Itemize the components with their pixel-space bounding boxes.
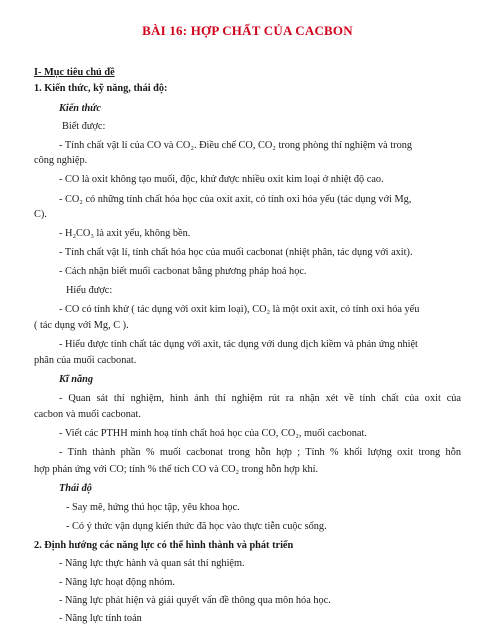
skills-item-3: - Tính thành phần % muối cacbonat trong hỗn hợp ; Tính % khối lượng oxit trong hỗn [59,447,461,459]
subsection-heading-knowledge-skills-attitude: 1. Kiến thức, kỹ năng, thái độ: [34,83,168,95]
attitude-item-2: - Có ý thức vận dụng kiến thức đã học vào thực tiễn cuộc sống. [66,521,327,533]
knowledge-item-6: - Cách nhận biết muối cacbonat bằng phương pháp hoá học. [59,266,307,278]
knowledge-item-2: - CO là oxit không tạo muối, độc, khử được nhiều oxit kim loại ở nhiệt độ cao. [59,174,384,186]
lesson-title: BÀI 16: HỢP CHẤT CỦA CACBON [142,23,353,38]
heading-knowledge: Kiến thức [59,102,101,114]
attitude-item-1: - Say mê, hứng thú học tập, yêu khoa học. [66,502,240,513]
knowledge-item-3: - CO₂ có những tính chất hóa học của oxit axit, có tính oxi hóa yếu (tác dụng với Mg, [59,193,412,205]
knowledge-item-1: - Tính chất vật lí của CO và CO₂. Điều chế CO, CO₂ trong phòng thí nghiệm và trong [59,139,413,151]
competency-item-3: - Năng lực phát hiện và giải quyết vấn đề thông qua môn hóa học. [59,594,331,606]
skills-item-3-cont: hợp phản ứng với CO; tính % thể tích CO và CO₂ trong hỗn hợp khí. [34,463,319,475]
section-heading-objectives: I- Mục tiêu chủ đề [34,67,115,78]
heading-attitude: Thái độ [59,482,92,494]
knowledge-item-5: - Tính chất vật lí, tính chất hóa học của muối cacbonat (nhiệt phân, tác dụng với axit). [59,247,413,259]
label-understand: Hiểu được: [66,285,113,297]
skills-item-1-cont: cacbon và muối cacbonat. [34,409,141,421]
competency-item-4: - Năng lực tính toán [59,613,142,624]
label-know: Biết được: [62,120,106,132]
competency-item-2: - Năng lực hoạt động nhóm. [59,576,175,588]
knowledge-item-3-cont: C). [34,209,47,220]
competency-item-1: - Năng lực thực hành và quan sát thí nghiệm. [59,558,245,570]
knowledge-item-4: - H₂CO₃ là axit yếu, không bền. [59,228,191,240]
subsection-heading-competencies: 2. Định hướng các năng lực có thể hình thành và phát triển [34,540,294,552]
skills-item-2: - Viết các PTHH minh hoạ tính chất hoá học của CO, CO₂, muối cacbonat. [59,428,367,440]
understand-item-1-cont: ( tác dụng với Mg, C ). [34,320,129,331]
knowledge-item-1-cont: công nghiệp. [34,155,88,167]
understand-item-2-cont: phân của muối cacbonat. [34,354,137,366]
understand-item-1: - CO có tính khử ( tác dụng với oxit kim loại), CO₂ là một oxit axit, có tính oxi hóa yếu [59,303,420,315]
heading-skills: Kĩ năng [59,373,94,385]
skills-item-1: - Quan sát thí nghiệm, hình ảnh thí nghiệm rút ra nhận xét về tính chất của oxit của [59,392,461,404]
understand-item-2: - Hiểu được tính chất tác dụng với axit, tác dụng với dung dịch kiềm và phản ứng nhiệt [59,339,418,351]
